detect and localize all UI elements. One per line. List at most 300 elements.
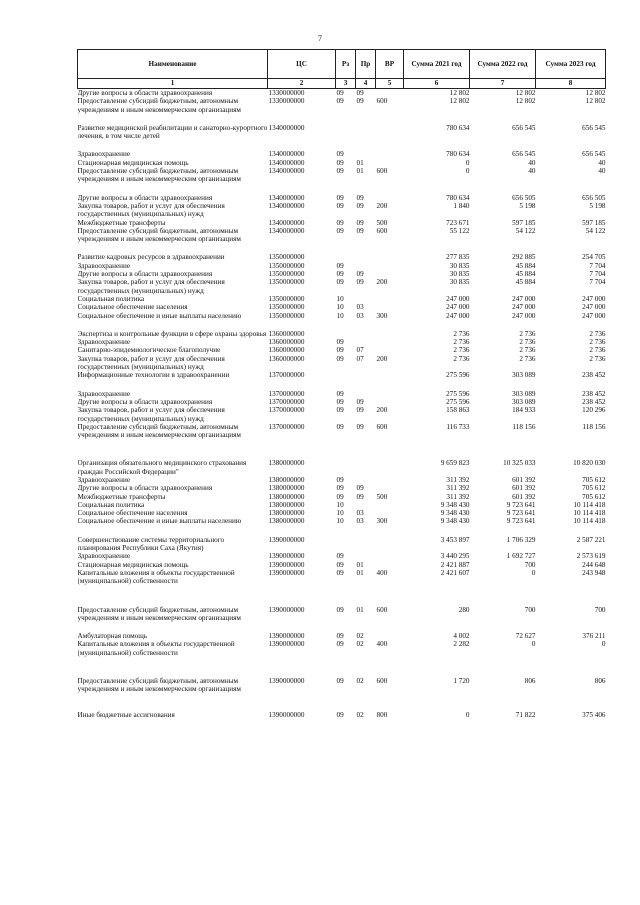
- row-sum-2021: 1 840: [453, 201, 470, 210]
- row-vr-code: 600: [376, 605, 388, 614]
- row-cs-code: 1380000000: [268, 459, 305, 468]
- table-row: [78, 536, 606, 553]
- row-spacer-cell: [78, 586, 606, 606]
- row-cs-code: 1350000000: [268, 311, 305, 320]
- row-vr-code: 200: [376, 201, 388, 210]
- row-sum-2022: 303 089: [512, 397, 536, 406]
- row-sum-2023: 40: [598, 158, 606, 167]
- row-rz-code: 10: [336, 500, 344, 509]
- row-sum-2023: 238 452: [582, 371, 606, 380]
- row-cs-code: 1350000000: [268, 303, 305, 312]
- row-name: Предоставление субсидий бюджетным, автономным учреждениям и иным некоммерческим организациям: [77, 677, 241, 694]
- row-rz-code: 09: [336, 150, 344, 159]
- row-sum-2023: 247 000: [582, 311, 606, 320]
- row-spacer: [78, 657, 606, 677]
- row-pr-code: 09: [356, 226, 364, 235]
- row-cs-code: 1380000000: [268, 484, 305, 493]
- row-name: Иные бюджетные ассигнования: [77, 710, 175, 719]
- row-cs-code: 1360000000: [268, 346, 305, 355]
- row-pr-code: 03: [356, 509, 364, 518]
- row-sum-2023: 10 114 418: [573, 500, 606, 509]
- row-vr-code: [376, 398, 404, 406]
- row-sum-2021: 780 634: [446, 123, 470, 132]
- table-row: [78, 677, 606, 694]
- row-pr-code: [356, 371, 376, 379]
- row-pr-code: 03: [356, 303, 364, 312]
- row-cs-code: 1370000000: [268, 397, 305, 406]
- table-body: [78, 89, 606, 719]
- row-sum-2021: 9 659 823: [440, 459, 470, 468]
- row-sum-2021: 311 392: [446, 492, 470, 501]
- row-vr-code: [376, 338, 404, 346]
- table-row: [78, 355, 606, 372]
- row-vr-code: 200: [376, 354, 388, 363]
- row-vr-code: 500: [376, 492, 388, 501]
- column-header: ВР: [376, 50, 404, 79]
- column-header: Пр: [356, 50, 376, 79]
- row-spacer: [78, 243, 606, 253]
- row-cs-code: 1330000000: [268, 89, 305, 97]
- row-vr-code: 400: [376, 640, 388, 649]
- row-cs-code: 1380000000: [268, 475, 305, 484]
- table-row: [78, 517, 606, 525]
- row-sum-2021: 1 720: [453, 677, 470, 686]
- row-pr-code: [356, 124, 376, 141]
- row-pr-code: 07: [356, 346, 364, 355]
- row-vr-code: [376, 270, 404, 278]
- column-number: 7: [470, 79, 536, 89]
- row-rz-code: [336, 124, 356, 141]
- row-vr-code: [376, 150, 404, 158]
- row-pr-code: [356, 253, 376, 261]
- row-cs-code: 1360000000: [268, 338, 305, 347]
- row-vr-code: 400: [376, 568, 388, 577]
- row-sum-2021: 247 000: [446, 294, 470, 303]
- row-vr-code: [376, 632, 404, 640]
- row-spacer-cell: [78, 380, 606, 390]
- row-pr-code: 02: [356, 632, 364, 641]
- row-rz-code: 09: [336, 278, 344, 287]
- row-vr-code: [376, 459, 404, 476]
- row-sum-2021: 4 002: [453, 632, 470, 641]
- table-row: [78, 227, 606, 244]
- row-sum-2021: 723 671: [446, 218, 470, 227]
- row-name: Совершенствование системы территориального планирования Республики Саха (Якутия): [77, 535, 225, 553]
- table-row: [78, 124, 606, 141]
- row-sum-2022: 1 706 329: [506, 535, 536, 544]
- column-header: Сумма 2021 год: [404, 50, 470, 79]
- row-pr-code: 02: [356, 640, 364, 649]
- row-name: Закупка товаров, работ и услуг для обеспечения государственных (муниципальных) нужд: [77, 278, 225, 295]
- row-pr-code: [356, 338, 376, 346]
- row-rz-code: 10: [336, 303, 344, 312]
- table-row: [78, 632, 606, 640]
- row-sum-2022: 597 185: [512, 218, 536, 227]
- row-sum-2022: 184 933: [512, 406, 536, 415]
- row-sum-2021: 3 453 897: [440, 535, 470, 544]
- row-sum-2021: 2 421 887: [440, 560, 470, 569]
- row-spacer-cell: [78, 320, 606, 330]
- row-name: Стационарная медицинская помощь: [77, 158, 189, 167]
- table-row: [78, 295, 606, 303]
- row-sum-2023: 2 573 619: [576, 552, 606, 561]
- row-sum-2021: 277 835: [446, 253, 470, 262]
- row-rz-code: 09: [336, 397, 344, 406]
- row-cs-code: 1340000000: [268, 226, 305, 235]
- row-sum-2022: 700: [524, 605, 536, 614]
- row-spacer: [78, 694, 606, 711]
- row-sum-2021: 275 596: [446, 389, 470, 398]
- row-spacer-cell: [78, 140, 606, 150]
- row-cs-code: 1350000000: [268, 294, 305, 303]
- row-vr-code: [376, 330, 404, 338]
- row-sum-2021: 247 000: [446, 303, 470, 312]
- table-row: [78, 552, 606, 560]
- row-sum-2021: 9 348 430: [440, 500, 470, 509]
- table-row: [78, 194, 606, 202]
- row-cs-code: 1340000000: [268, 218, 305, 227]
- row-sum-2022: 118 156: [512, 422, 536, 431]
- row-rz-code: 09: [336, 484, 344, 493]
- row-rz-code: 09: [336, 193, 344, 202]
- row-sum-2023: 2 587 221: [576, 535, 606, 544]
- row-vr-code: [376, 159, 404, 167]
- row-sum-2023: 5 198: [589, 201, 606, 210]
- row-sum-2021: 247 000: [446, 311, 470, 320]
- row-vr-code: [376, 89, 404, 98]
- table-row: [78, 711, 606, 719]
- row-spacer: [78, 184, 606, 194]
- row-rz-code: 09: [336, 422, 344, 431]
- row-spacer: [78, 622, 606, 632]
- table-row: [78, 459, 606, 476]
- row-sum-2022: 2 736: [519, 354, 536, 363]
- row-cs-code: 1390000000: [268, 710, 305, 719]
- table-row: [78, 484, 606, 492]
- row-pr-code: [356, 330, 376, 338]
- row-cs-code: 1380000000: [268, 517, 305, 526]
- column-header: Рз: [336, 50, 356, 79]
- row-cs-code: 1380000000: [268, 509, 305, 518]
- row-rz-code: 09: [336, 677, 344, 686]
- row-sum-2021: 2 282: [453, 640, 470, 649]
- table-row: [78, 303, 606, 311]
- column-number: 1: [78, 79, 268, 89]
- row-pr-code: 03: [356, 517, 364, 526]
- row-vr-code: 300: [376, 311, 388, 320]
- row-pr-code: 01: [356, 568, 364, 577]
- table-row: [78, 167, 606, 184]
- row-sum-2023: 705 612: [582, 475, 606, 484]
- row-pr-code: 09: [356, 89, 364, 97]
- row-sum-2022: 247 000: [512, 303, 536, 312]
- row-sum-2023: 705 612: [582, 484, 606, 493]
- row-vr-code: [376, 536, 404, 553]
- row-cs-code: 1390000000: [268, 677, 305, 686]
- row-pr-code: 03: [356, 311, 364, 320]
- row-spacer: [78, 586, 606, 606]
- row-sum-2022: 0: [531, 640, 536, 649]
- row-name: Социальное обеспечение и иные выплаты населению: [77, 517, 242, 526]
- row-sum-2023: 2 736: [589, 354, 606, 363]
- row-vr-code: [376, 552, 404, 560]
- table-row: [78, 219, 606, 227]
- row-sum-2022: 45 884: [515, 278, 536, 287]
- row-name: Здравоохранение: [77, 150, 131, 159]
- row-name: Социальное обеспечение населения: [77, 303, 188, 312]
- row-sum-2021: 280: [458, 605, 470, 614]
- row-cs-code: 1350000000: [268, 270, 305, 279]
- row-pr-code: [356, 501, 376, 509]
- row-name: Другие вопросы в области здравоохранения: [77, 484, 213, 493]
- row-sum-2023: 10 820 030: [573, 459, 606, 468]
- row-cs-code: 1340000000: [268, 150, 305, 159]
- row-name: Социальная политика: [77, 500, 145, 509]
- row-name: Здравоохранение: [77, 552, 131, 561]
- row-spacer: [78, 320, 606, 330]
- row-rz-code: 09: [336, 201, 344, 210]
- row-name: Социальная политика: [77, 294, 145, 303]
- row-vr-code: 800: [376, 710, 388, 719]
- row-sum-2022: 9 723 641: [506, 509, 536, 518]
- row-sum-2021: 780 634: [446, 193, 470, 202]
- row-pr-code: 09: [356, 484, 364, 493]
- table-row: [78, 509, 606, 517]
- row-cs-code: 1390000000: [268, 632, 305, 641]
- row-rz-code: 10: [336, 311, 344, 320]
- row-sum-2022: 40: [528, 158, 536, 167]
- row-vr-code: [376, 501, 404, 509]
- row-name: Предоставление субсидий бюджетным, автономным учреждениям и иным некоммерческим организациям: [77, 422, 241, 440]
- row-rz-code: 09: [336, 492, 344, 501]
- row-sum-2022: 45 884: [515, 270, 536, 279]
- row-rz-code: [336, 253, 356, 261]
- row-pr-code: 09: [356, 406, 364, 415]
- row-sum-2023: 7 704: [589, 270, 606, 279]
- row-name: Капитальные вложения в объекты государственной (муниципальной) собственности: [77, 640, 235, 657]
- row-vr-code: [376, 303, 404, 311]
- row-rz-code: 09: [336, 389, 344, 398]
- row-sum-2023: 700: [594, 605, 606, 614]
- row-cs-code: 1390000000: [268, 568, 305, 577]
- column-number: 6: [404, 79, 470, 89]
- row-cs-code: 1360000000: [268, 354, 305, 363]
- budget-table: [77, 49, 606, 719]
- row-cs-code: 1390000000: [268, 535, 305, 544]
- row-pr-code: 02: [356, 710, 364, 719]
- column-number: 4: [356, 79, 376, 89]
- row-cs-code: 1350000000: [268, 261, 305, 270]
- row-vr-code: 600: [376, 97, 388, 106]
- row-sum-2021: 2 736: [453, 354, 470, 363]
- row-sum-2021: 275 596: [446, 397, 470, 406]
- row-rz-code: 09: [336, 338, 344, 347]
- row-cs-code: 1390000000: [268, 605, 305, 614]
- row-vr-code: [376, 509, 404, 517]
- row-sum-2021: 3 440 295: [440, 552, 470, 561]
- row-sum-2023: 806: [594, 677, 606, 686]
- row-vr-code: 200: [376, 406, 388, 415]
- row-pr-code: 01: [356, 158, 364, 167]
- row-name: Закупка товаров, работ и услуг для обеспечения государственных (муниципальных) нужд: [77, 201, 225, 219]
- row-sum-2021: 30 835: [449, 270, 470, 279]
- row-rz-code: 09: [336, 354, 344, 363]
- row-sum-2021: 2 736: [453, 329, 470, 338]
- row-sum-2021: 2 421 607: [440, 568, 470, 577]
- row-cs-code: 1390000000: [268, 552, 305, 561]
- row-vr-code: 600: [376, 422, 388, 431]
- row-sum-2022: 303 089: [512, 389, 536, 398]
- row-name: Другие вопросы в области здравоохранения: [77, 193, 213, 202]
- row-sum-2021: 311 392: [446, 475, 470, 484]
- row-rz-code: 09: [336, 226, 344, 235]
- row-spacer: [78, 526, 606, 536]
- row-sum-2021: 0: [465, 167, 470, 176]
- table-row: [78, 253, 606, 261]
- row-sum-2021: 0: [465, 710, 470, 719]
- row-cs-code: 1370000000: [268, 389, 305, 398]
- row-sum-2022: 303 089: [512, 371, 536, 380]
- row-spacer: [78, 114, 606, 124]
- row-sum-2023: 10 114 418: [573, 517, 606, 526]
- row-sum-2022: 601 392: [512, 492, 536, 501]
- row-sum-2022: 0: [531, 568, 536, 577]
- row-sum-2021: 55 122: [449, 226, 470, 235]
- row-sum-2023: 0: [601, 640, 606, 649]
- row-sum-2022: 45 884: [515, 261, 536, 270]
- row-sum-2021: 9 348 430: [440, 509, 470, 518]
- row-rz-code: [336, 459, 356, 476]
- row-rz-code: 09: [336, 97, 344, 106]
- row-sum-2023: 254 705: [582, 253, 606, 262]
- row-spacer-cell: [78, 657, 606, 677]
- row-sum-2023: 243 948: [582, 568, 606, 577]
- row-rz-code: 09: [336, 270, 344, 279]
- row-spacer-cell: [78, 114, 606, 124]
- table-row: [78, 371, 606, 379]
- row-sum-2023: 705 612: [582, 492, 606, 501]
- row-spacer: [78, 380, 606, 390]
- row-rz-code: 09: [336, 560, 344, 569]
- row-vr-code: [376, 561, 404, 569]
- row-name: Другие вопросы в области здравоохранения: [77, 397, 213, 406]
- row-rz-code: 10: [336, 509, 344, 518]
- row-sum-2023: 118 156: [582, 422, 606, 431]
- row-sum-2023: 40: [598, 167, 606, 176]
- row-vr-code: [376, 390, 404, 398]
- row-pr-code: [356, 476, 376, 484]
- row-sum-2022: 656 505: [512, 193, 536, 202]
- row-sum-2023: 238 452: [582, 397, 606, 406]
- row-spacer-cell: [78, 622, 606, 632]
- row-pr-code: 09: [356, 278, 364, 287]
- row-vr-code: [376, 295, 404, 303]
- row-rz-code: 09: [336, 710, 344, 719]
- row-spacer: [78, 439, 606, 459]
- table-row: [78, 569, 606, 586]
- row-sum-2021: 311 392: [446, 484, 470, 493]
- table-row: [78, 278, 606, 295]
- table-row: [78, 346, 606, 354]
- row-cs-code: 1350000000: [268, 253, 305, 262]
- row-cs-code: 1370000000: [268, 422, 305, 431]
- row-sum-2022: 2 736: [519, 338, 536, 347]
- row-pr-code: [356, 262, 376, 270]
- row-sum-2021: 30 835: [449, 278, 470, 287]
- table-row: [78, 398, 606, 406]
- row-cs-code: 1370000000: [268, 406, 305, 415]
- row-name: Здравоохранение: [77, 475, 131, 484]
- row-sum-2023: 10 114 418: [573, 509, 606, 518]
- row-sum-2023: 244 648: [582, 560, 606, 569]
- row-vr-code: [376, 124, 404, 141]
- row-name: Предоставление субсидий бюджетным, автономным учреждениям и иным некоммерческим организациям: [77, 605, 241, 622]
- row-cs-code: 1340000000: [268, 167, 305, 176]
- row-vr-code: [376, 371, 404, 379]
- row-sum-2022: 12 802: [515, 97, 536, 106]
- row-name: Межбюджетные трансферты: [77, 218, 166, 227]
- row-cs-code: 1340000000: [268, 201, 305, 210]
- table-row: [78, 390, 606, 398]
- row-vr-code: 600: [376, 167, 388, 176]
- row-vr-code: 200: [376, 278, 388, 287]
- row-name: Амбулаторная помощь: [77, 632, 148, 641]
- row-cs-code: 1340000000: [268, 158, 305, 167]
- row-vr-code: 300: [376, 517, 388, 526]
- row-name: Другие вопросы в области здравоохранения: [77, 89, 213, 97]
- row-name: Санитарно-эпидемиологическое благополучие: [77, 346, 221, 355]
- row-vr-code: 600: [376, 226, 388, 235]
- page-number: 7: [318, 34, 322, 43]
- row-vr-code: [376, 253, 404, 261]
- row-rz-code: 09: [336, 552, 344, 561]
- row-sum-2022: 5 198: [519, 201, 536, 210]
- row-sum-2023: 7 704: [589, 261, 606, 270]
- row-sum-2023: 54 122: [585, 226, 606, 235]
- row-pr-code: [356, 552, 376, 560]
- row-cs-code: 1350000000: [268, 278, 305, 287]
- row-rz-code: 09: [336, 632, 344, 641]
- row-cs-code: 1370000000: [268, 371, 305, 380]
- row-sum-2023: 656 545: [582, 150, 606, 159]
- row-rz-code: 09: [336, 89, 344, 97]
- row-sum-2021: 30 835: [449, 261, 470, 270]
- table-row: [78, 330, 606, 338]
- table-row: [78, 406, 606, 423]
- row-name: Закупка товаров, работ и услуг для обеспечения государственных (муниципальных) нужд: [77, 354, 225, 372]
- table-row: [78, 493, 606, 501]
- row-name: Предоставление субсидий бюджетным, автономным учреждениям и иным некоммерческим организациям: [77, 97, 241, 114]
- row-sum-2023: 247 000: [582, 303, 606, 312]
- table-row: [78, 640, 606, 657]
- row-name: Предоставление субсидий бюджетным, автономным учреждениям и иным некоммерческим организациям: [77, 167, 241, 184]
- row-sum-2022: 806: [524, 677, 536, 686]
- row-sum-2022: 12 802: [515, 89, 536, 97]
- table-row: [78, 476, 606, 484]
- row-sum-2022: 9 723 641: [506, 500, 536, 509]
- table-row: [78, 262, 606, 270]
- row-rz-code: 09: [336, 261, 344, 270]
- row-sum-2022: 700: [524, 560, 536, 569]
- row-sum-2022: 292 885: [512, 253, 536, 262]
- table-row: [78, 561, 606, 569]
- row-name: Здравоохранение: [77, 389, 131, 398]
- row-sum-2022: 1 692 727: [506, 552, 536, 561]
- row-name: Социальное обеспечение и иные выплаты населению: [77, 311, 242, 320]
- row-spacer-cell: [78, 694, 606, 711]
- row-vr-code: [376, 346, 404, 354]
- table-row: [78, 89, 606, 98]
